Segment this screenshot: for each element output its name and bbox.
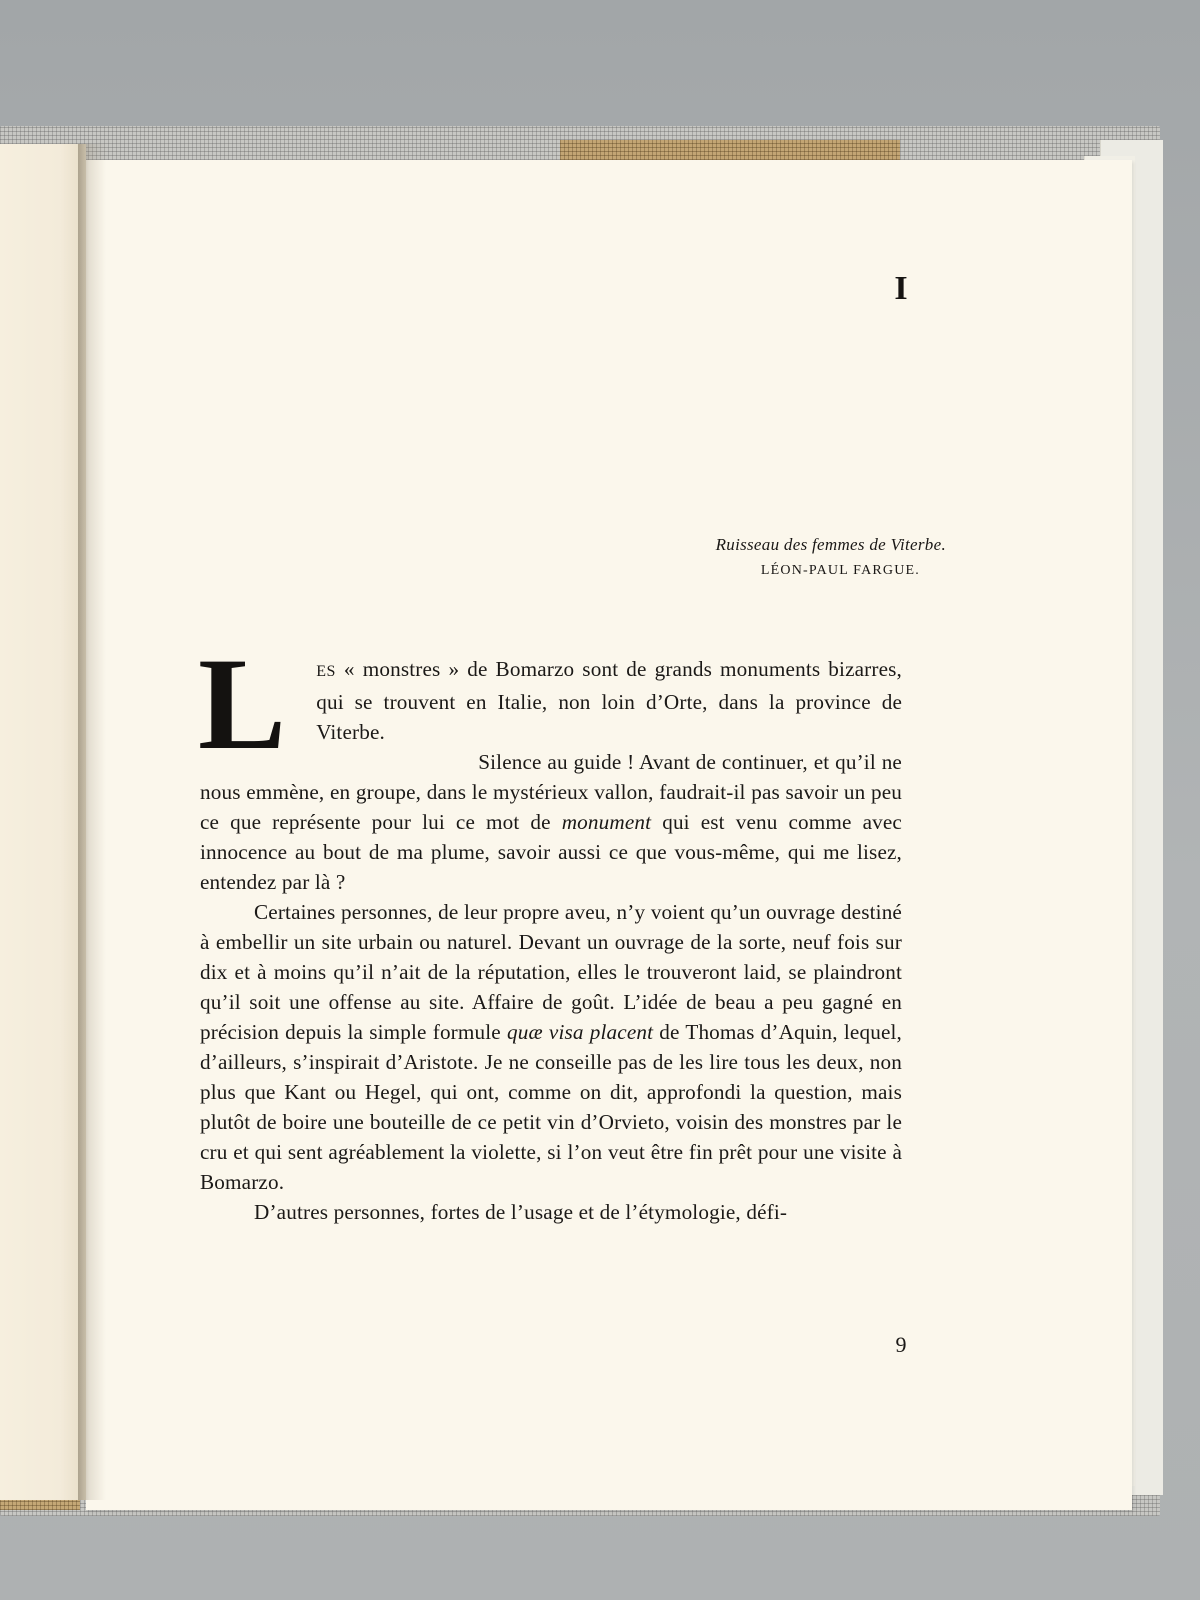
paragraph-2-text-after: qui est venu comme avec innocence au bout de ma plume, savoir aussi ce que vous-même, qui me lisez, entendez par là ? xyxy=(200,810,902,894)
paragraph-1-text: « monstres » de Bomarzo sont de grands monuments bizarres, qui se trouvent en Italie, non loin d’Orte, dans la province de Viterbe. xyxy=(316,657,902,744)
drop-cap-smallcaps: ES xyxy=(316,663,336,680)
right-page xyxy=(86,160,1132,1510)
paragraph-2-italic: monument xyxy=(561,810,652,834)
paragraph-3-text-after: de Thomas d’Aquin, lequel, d’ailleurs, s’inspirait d’Aristote. Je ne conseille pas de les lire tous les deux, non plus que Kant ou Hegel, qui ont, comme on dit, approfondi la question, mais plutôt de boire une bouteille de ce petit vin d’Orvieto, voisin des monstres par le cru et qui sent agréablement la violette, si l’on veut être fin prêt pour une visite à Bomarzo. xyxy=(200,1020,902,1194)
paragraph-2 xyxy=(200,747,902,897)
paragraph-2-text-before: Silence au guide ! Avant de continuer, et qu’il ne nous emmène, en groupe, dans le mystérieux vallon, faudrait-il pas savoir un peu ce que représente pour lui ce mot de xyxy=(200,750,902,834)
book-gutter-shadow xyxy=(78,144,106,1500)
left-page xyxy=(0,144,86,1500)
paragraph-3-text-before: Certaines personnes, de leur propre aveu, n’y voient qu’un ouvrage destiné à embellir un site urbain ou naturel. Devant un ouvrage de la sorte, neuf fois sur dix et à moins qu’il n’ait de la réputation, elles le trouveront laid, se plaindront qu’il soit une offense au site. Affaire de goût. L’idée de beau a peu gagné en précision depuis la simple formule xyxy=(200,900,902,1044)
paragraph-3 xyxy=(200,897,902,1197)
page-number: 9 xyxy=(895,1332,907,1357)
epigraph-quote: Ruisseau des femmes de Viterbe. xyxy=(715,535,946,554)
drop-cap: L xyxy=(198,630,287,777)
body-text xyxy=(198,630,902,1227)
paragraph-4: D’autres personnes, fortes de l’usage et de l’étymologie, défi- xyxy=(254,1200,788,1224)
epigraph xyxy=(466,535,946,579)
paragraph-3-italic: quæ visa placent xyxy=(507,1020,654,1044)
epigraph-author: LÉON-PAUL FARGUE. xyxy=(760,563,920,578)
chapter-numeral: I xyxy=(894,270,908,307)
paragraph-1 xyxy=(198,630,902,777)
